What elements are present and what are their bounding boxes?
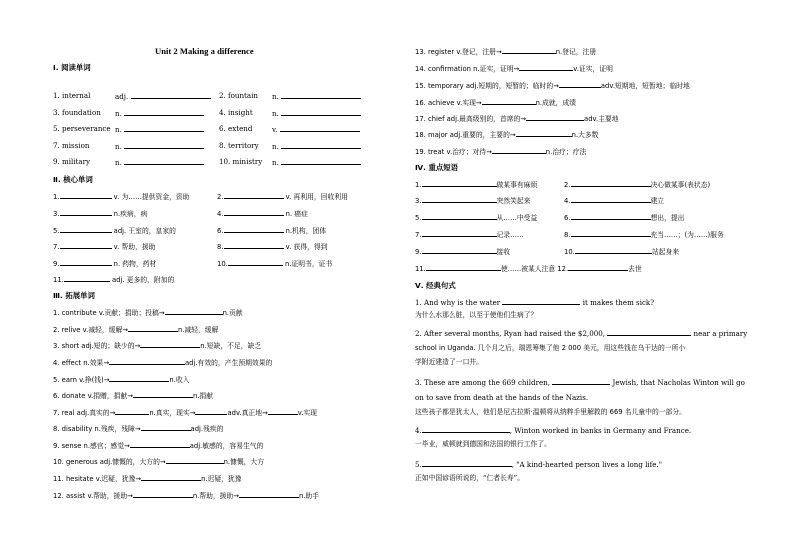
reading-blank-10[interactable]: n.: [272, 157, 361, 167]
expand-item-14[interactable]: 14. confirmation n.证实，证明→ v.证实，证明: [415, 65, 613, 73]
expand-item-13[interactable]: 13. register v.登记，注册→ n.登记，注册: [415, 48, 597, 56]
reading-word-4: 4. insight: [219, 108, 253, 117]
expand-item-10[interactable]: 10. generous adj.慷慨的，大方的→ n.慷慨，大方: [53, 458, 265, 466]
expand-item-18[interactable]: 18. major adj.重要的，主要的→ n.大多数: [415, 131, 599, 139]
page-title: Unit 2 Making a difference: [155, 46, 254, 56]
core-item-6[interactable]: 6. n.机构，团体: [217, 227, 327, 235]
reading-word-7: 7. mission: [53, 141, 90, 150]
expand-item-15[interactable]: 15. temporary adj.短期的，短暂的；临时的→ adv.短期地，短暂地；临时地: [415, 82, 690, 90]
reading-word-1: 1. internal: [53, 91, 91, 100]
section-key-phrases: Ⅳ. 重点短语: [415, 163, 459, 172]
expand-item-3[interactable]: 3. short adj.短的；缺少的→ n.短缺，不足，缺乏: [53, 342, 262, 350]
section-classic-sentences: Ⅴ. 经典句式: [415, 281, 456, 290]
phrase-item-7[interactable]: 7. 记录……: [415, 231, 524, 239]
expand-item-17[interactable]: 17. chief adj.最高级别的，首席的→ adv.主要地: [415, 115, 619, 123]
section-expanded-words: Ⅲ. 拓展单词: [53, 291, 95, 300]
expand-item-5[interactable]: 5. earn v.挣(钱)→ n.收入: [53, 376, 190, 384]
phrase-item-8[interactable]: 8. 充当……；(为……)服务: [564, 231, 724, 239]
expand-item-8[interactable]: 8. disability n.残疾，残障→ adj.残疾的: [53, 425, 224, 433]
sentence-3-translation: 这些孩子都是犹太人，他们是尼古拉斯·温顿将从纳粹手里解救的 669 名儿童中的一部分。: [415, 408, 686, 416]
expand-item-7[interactable]: 7. real adj.真实的→ n.真实，现实→ adv.真正地→ v.实现: [53, 409, 317, 417]
core-item-11[interactable]: 11. adj. 更多的，附加的: [53, 276, 175, 284]
sentence-3[interactable]: 3. These are among the 669 children, Jewish, that Nacholas Winton will go: [415, 378, 745, 387]
sentence-2-line-2: school in Uganda. 几个月之后，瑞恩筹集了他 2 000 美元，用这些钱在乌干达的一所小: [415, 344, 686, 352]
core-item-3[interactable]: 3. n.疾病，病: [53, 210, 148, 218]
phrase-item-4[interactable]: 4. 建立: [564, 197, 665, 205]
sentence-3-line-2: on to save from death at the hands of the Nazis.: [415, 393, 589, 402]
sentence-2[interactable]: 2. After several months, Ryan had raised the $2,000, near a primary: [415, 329, 748, 338]
expand-item-16[interactable]: 16. achieve v.实现→ n.成就，成绩: [415, 99, 577, 107]
phrase-item-6[interactable]: 6. 想出，提出: [564, 214, 685, 222]
reading-word-8: 8. territory: [219, 141, 259, 150]
core-item-5[interactable]: 5. adj. 王室的，皇家的: [53, 227, 176, 235]
reading-blank-4[interactable]: n.: [272, 108, 361, 118]
phrase-item-1[interactable]: 1. 做某事有麻烦: [415, 181, 538, 189]
expand-item-9[interactable]: 9. sense n.感官；感觉→ adj.敏感的，容易生气的: [53, 442, 264, 450]
core-item-1[interactable]: 1. v. 为……提供资金，资助: [53, 193, 190, 201]
expand-item-12[interactable]: 12. assist v.帮助，援助→ n.帮助，援助→ n.助手: [53, 492, 320, 500]
reading-blank-8[interactable]: n.: [272, 141, 361, 151]
reading-word-10: 10. ministry: [219, 157, 263, 166]
expand-item-4[interactable]: 4. effect n.效果→ adj.有效的，产生预期效果的: [53, 359, 273, 367]
phrase-item-10[interactable]: 10. 站起身来: [564, 248, 679, 256]
expand-item-19[interactable]: 19. treat v.治疗；对待→ n.治疗；疗法: [415, 148, 587, 156]
reading-blank-1[interactable]: adj.: [115, 91, 211, 101]
section-reading-words: Ⅰ. 阅读单词: [53, 63, 91, 72]
core-item-9[interactable]: 9. n. 药物，药材: [53, 260, 157, 268]
reading-blank-6[interactable]: v.: [272, 124, 360, 134]
phrase-item-11[interactable]: 11. 使……被某人注意 12. 去世: [415, 265, 642, 273]
reading-blank-2[interactable]: n.: [272, 91, 361, 101]
sentence-4-translation: 一毕业，威顿就到德国和法国的银行工作了。: [415, 440, 551, 448]
reading-word-3: 3. foundation: [53, 108, 101, 117]
phrase-item-9[interactable]: 9. 接收: [415, 248, 511, 256]
reading-word-6: 6. extend: [219, 124, 253, 133]
section-core-words: Ⅱ. 核心单词: [53, 175, 93, 184]
phrase-item-5[interactable]: 5. 从……中受益: [415, 214, 538, 222]
sentence-1[interactable]: 1. And why is the water it makes them sick?: [415, 298, 655, 307]
phrase-item-2[interactable]: 2. 决心做某事(表状态): [564, 181, 711, 189]
reading-word-5: 5. perseverance: [53, 124, 111, 133]
expand-item-6[interactable]: 6. donate v.捐赠，捐献→ n.捐献: [53, 392, 213, 400]
sentence-5-translation: 正如中国谚语所说的，“仁者长寿”。: [415, 474, 524, 482]
sentence-5[interactable]: 5. , "A kind-hearted person lives a long life.": [415, 460, 663, 469]
reading-blank-7[interactable]: n.: [115, 141, 204, 151]
phrase-item-3[interactable]: 3. 突然笑起来: [415, 197, 531, 205]
sentence-1-translation: 为什么水那么脏，以至于使他们生病了？: [415, 311, 538, 319]
reading-word-9: 9. military: [53, 157, 91, 166]
sentence-4[interactable]: 4. , Winton worked in banks in Germany and France.: [415, 426, 692, 435]
core-item-7[interactable]: 7. v. 帮助，援助: [53, 243, 156, 251]
reading-word-2: 2. fountain: [219, 91, 258, 100]
core-item-8[interactable]: 8. v. 获得，得到: [217, 243, 328, 251]
expand-item-1[interactable]: 1. contribute v.贡献；捐助；投稿→ n.贡献: [53, 309, 243, 317]
core-item-2[interactable]: 2. v. 再利用，回收利用: [217, 193, 348, 201]
sentence-2-translation: 学附近建造了一口井。: [415, 358, 483, 366]
expand-item-11[interactable]: 11. hesitate v.迟疑，犹豫→ n.迟疑，犹豫: [53, 475, 242, 483]
core-item-10[interactable]: 10. n.证明书，证书: [217, 260, 333, 268]
reading-blank-5[interactable]: n.: [115, 124, 204, 134]
expand-item-2[interactable]: 2. relive v.减轻，缓解→ n.减轻，缓解: [53, 326, 219, 334]
reading-blank-9[interactable]: n.: [115, 157, 204, 167]
core-item-4[interactable]: 4. n. 癌症: [217, 210, 308, 218]
reading-blank-3[interactable]: n.: [115, 108, 204, 118]
